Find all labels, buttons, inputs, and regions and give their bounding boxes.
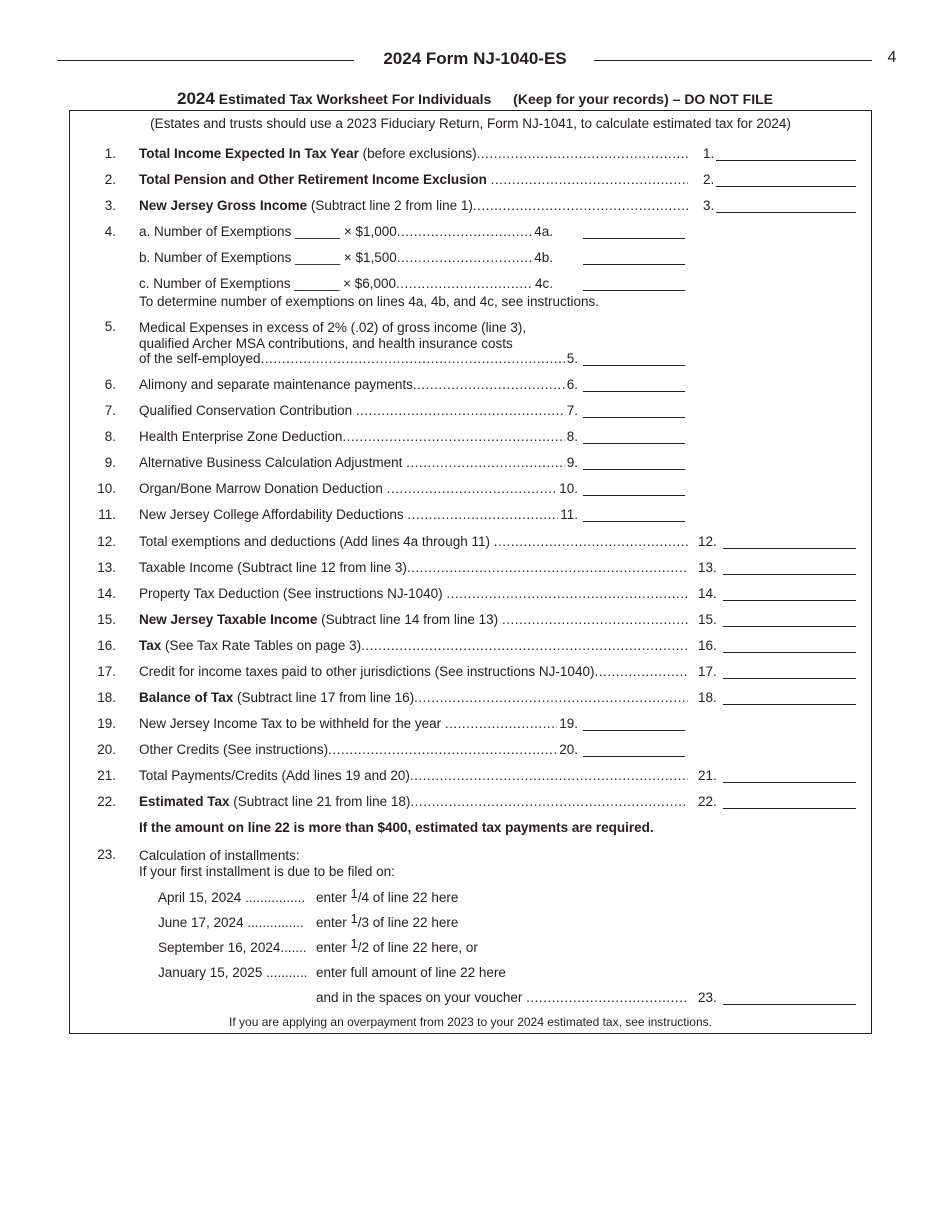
line-number: 10. — [97, 481, 116, 496]
line-label: Total Income Expected In Tax Year (before exclusions) ..... — [139, 145, 688, 163]
line-number: 19. — [97, 716, 116, 731]
line-ref: 17. — [698, 664, 717, 679]
line-number: 6. — [104, 377, 116, 392]
worksheet-year: 2024 — [177, 89, 215, 108]
installment-date-2: June 17, 2024 ............... — [158, 915, 304, 930]
line-ref: 22. — [698, 794, 717, 809]
estimated-payments-note: If the amount on line 22 is more than $400, estimated tax payments are required. — [139, 820, 654, 835]
line-number: 11. — [98, 507, 116, 522]
header-rule-left — [57, 60, 354, 61]
line-label: Balance of Tax (Subtract line 17 from line 16) ..... — [139, 689, 688, 707]
line-number: 21. — [97, 768, 116, 783]
line-12 — [0, 533, 950, 553]
line-5 — [0, 350, 950, 370]
line-18 — [0, 689, 950, 709]
line-label: b. Number of Exemptions ______ × $1,500 4b. ..... — [139, 249, 553, 267]
line-number: 17. — [97, 664, 116, 679]
installment-date-4: January 15, 2025 ........... — [158, 965, 308, 980]
line-number: 12. — [97, 534, 116, 549]
amount-field[interactable] — [583, 290, 685, 291]
line-number: 1. — [104, 146, 116, 161]
line-4b — [0, 249, 950, 269]
line-17 — [0, 663, 950, 683]
line-ref: 2. — [703, 172, 715, 187]
line-label: Tax (See Tax Rate Tables on page 3) ..... — [139, 637, 688, 655]
line-label: New Jersey Gross Income (Subtract line 2 from line 1) ..... — [139, 197, 688, 215]
line-number: 14. — [97, 586, 116, 601]
line-1 — [0, 145, 950, 165]
line-15 — [0, 611, 950, 631]
line-label: of the self-employed 5. ..... — [139, 350, 578, 368]
line-label: Health Enterprise Zone Deduction 8. ..... — [139, 428, 578, 446]
keep-note: (Keep for your records) – DO NOT FILE — [513, 91, 773, 107]
line-6 — [0, 376, 950, 396]
line-label: a. Number of Exemptions ______ × $1,000 4a. ..... — [139, 223, 553, 241]
amount-field[interactable] — [583, 391, 685, 392]
installments-heading: Calculation of installments: — [139, 848, 300, 863]
worksheet-title — [0, 89, 950, 109]
installment-date-3: September 16, 2024....... — [158, 940, 307, 955]
amount-field[interactable] — [583, 730, 685, 731]
line-ref: 21. — [698, 768, 717, 783]
line-7 — [0, 402, 950, 422]
line-ref: 18. — [698, 690, 717, 705]
line-label: New Jersey Taxable Income (Subtract line 14 from line 13) ..... — [139, 611, 688, 629]
line-label: Estimated Tax (Subtract line 21 from line 18) ..... — [139, 793, 688, 811]
line-8 — [0, 428, 950, 448]
line-ref: 23. — [698, 990, 717, 1005]
installment-date-1: April 15, 2024 ................ — [158, 890, 306, 905]
amount-field[interactable] — [723, 548, 856, 549]
overpayment-note: If you are applying an overpayment from 2023 to your 2024 estimated tax, see instructions. — [229, 1015, 712, 1029]
line-number: 2. — [104, 172, 116, 187]
line-5-text-2: qualified Archer MSA contributions, and health insurance costs — [139, 336, 513, 351]
line-ref: 14. — [698, 586, 717, 601]
line-label: New Jersey Income Tax to be withheld for the year 19. ..... — [139, 715, 578, 733]
line-number: 8. — [104, 429, 116, 444]
line-number: 13. — [97, 560, 116, 575]
line-22 — [0, 793, 950, 813]
amount-field[interactable] — [583, 238, 685, 239]
installment-instruction-1: enter $^1$/4 of line 22 here — [316, 886, 459, 905]
line-label: Property Tax Deduction (See instructions NJ-1040) ..... — [139, 585, 688, 603]
exemptions-note: To determine number of exemptions on lines 4a, 4b, and 4c, see instructions. — [139, 294, 600, 309]
line-9 — [0, 454, 950, 474]
line-number: 15. — [97, 612, 116, 627]
amount-field[interactable] — [583, 521, 685, 522]
line-21 — [0, 767, 950, 787]
line-number: 22. — [97, 794, 116, 809]
amount-field[interactable] — [716, 186, 856, 187]
line-number: 23. — [97, 847, 116, 862]
line-label: Qualified Conservation Contribution 7. ..... — [139, 402, 578, 420]
amount-field[interactable] — [583, 365, 685, 366]
line-ref: 16. — [698, 638, 717, 653]
amount-field[interactable] — [583, 756, 685, 757]
amount-field[interactable] — [723, 1004, 856, 1005]
estates-note: (Estates and trusts should use a 2023 Fiduciary Return, Form NJ-1041, to calculate estimated tax for 2024) — [150, 116, 791, 131]
line-label: Other Credits (See instructions) 20. ..... — [139, 741, 578, 759]
line-label: Total Pension and Other Retirement Income Exclusion ..... — [139, 171, 688, 189]
amount-field[interactable] — [723, 652, 856, 653]
line-5-text-1: Medical Expenses in excess of 2% (.02) of gross income (line 3), — [139, 320, 527, 335]
page-number: 4 — [887, 49, 897, 66]
installments-subheading: If your first installment is due to be filed on: — [139, 864, 395, 879]
line-label: Organ/Bone Marrow Donation Deduction 10. ..... — [139, 480, 578, 498]
worksheet-title-text: Estimated Tax Worksheet For Individuals — [218, 91, 492, 107]
line-13 — [0, 559, 950, 579]
line-label: Total exemptions and deductions (Add lines 4a through 11) ..... — [139, 533, 688, 551]
line-label: Credit for income taxes paid to other jurisdictions (See instructions NJ-1040) ..... — [139, 663, 688, 681]
line-3 — [0, 197, 950, 217]
form-title: 2024 Form NJ-1040-ES — [383, 49, 567, 68]
line-4a — [0, 223, 950, 243]
line-number: 7. — [104, 403, 116, 418]
amount-field[interactable] — [716, 160, 856, 161]
line-4c — [0, 275, 950, 295]
amount-field[interactable] — [716, 212, 856, 213]
line-14 — [0, 585, 950, 605]
amount-field[interactable] — [723, 626, 856, 627]
line-label: New Jersey College Affordability Deductions 11. ..... — [139, 506, 578, 524]
line-ref: 12. — [698, 534, 717, 549]
line-label: Total Payments/Credits (Add lines 19 and 20) ..... — [139, 767, 688, 785]
line-ref: 1. — [703, 146, 715, 161]
installment-instruction-4: enter full amount of line 22 here — [316, 965, 506, 980]
amount-field[interactable] — [583, 443, 685, 444]
amount-field[interactable] — [583, 264, 685, 265]
line-label: Alimony and separate maintenance payments 6. ..... — [139, 376, 578, 394]
line-2 — [0, 171, 950, 191]
amount-field[interactable] — [723, 704, 856, 705]
line-16 — [0, 637, 950, 657]
line-number: 16. — [97, 638, 116, 653]
line-11 — [0, 506, 950, 526]
line-19 — [0, 715, 950, 735]
line-number: 20. — [97, 742, 116, 757]
amount-field[interactable] — [583, 469, 685, 470]
line-label: and in the spaces on your voucher ..... — [316, 989, 688, 1007]
line-number: 5. — [104, 319, 116, 334]
line-label: c. Number of Exemptions ______ × $6,000 4c. ..... — [139, 275, 553, 293]
line-23 — [0, 989, 950, 1009]
line-10 — [0, 480, 950, 500]
amount-field[interactable] — [723, 574, 856, 575]
header-rule-right — [594, 60, 872, 61]
line-ref: 3. — [703, 198, 715, 213]
line-ref: 15. — [698, 612, 717, 627]
amount-field[interactable] — [723, 678, 856, 679]
amount-field[interactable] — [723, 808, 856, 809]
amount-field[interactable] — [723, 782, 856, 783]
installment-instruction-2: enter $^1$/3 of line 22 here — [316, 911, 459, 930]
amount-field[interactable] — [583, 495, 685, 496]
line-ref: 13. — [698, 560, 717, 575]
line-label: Alternative Business Calculation Adjustment 9. ..... — [139, 454, 578, 472]
installment-instruction-3: enter $^1$/2 of line 22 here, or — [316, 936, 478, 955]
line-label: Taxable Income (Subtract line 12 from line 3) ..... — [139, 559, 688, 577]
amount-field[interactable] — [583, 417, 685, 418]
line-number: 3. — [104, 198, 116, 213]
line-number: 4. — [104, 224, 116, 239]
line-20 — [0, 741, 950, 761]
line-number: 18. — [97, 690, 116, 705]
amount-field[interactable] — [723, 600, 856, 601]
line-number: 9. — [104, 455, 116, 470]
